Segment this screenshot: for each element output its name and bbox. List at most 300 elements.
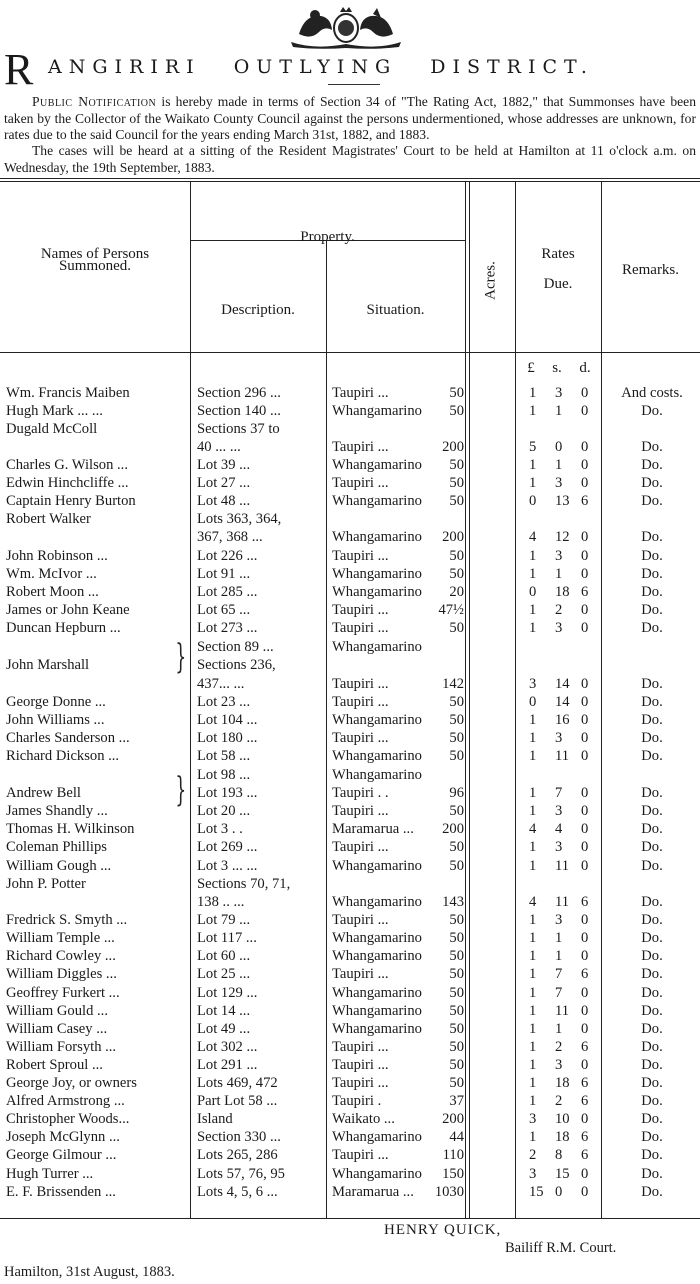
header-situation: Situation.: [366, 302, 425, 318]
rates-pounds: 5: [529, 439, 537, 455]
rates-pounds: 1: [529, 930, 537, 946]
rates-shillings: 7: [555, 966, 563, 982]
property-description: Lot 193 ...: [197, 785, 258, 801]
property-situation: Taupiri .: [332, 1093, 382, 1109]
remarks-value: Do.: [641, 803, 663, 819]
property-situation: Whangamarino: [332, 1166, 422, 1182]
rates-shillings: 3: [555, 803, 563, 819]
signature-name: HENRY QUICK,: [384, 1222, 502, 1238]
person-name: William Forsyth ...: [6, 1039, 117, 1055]
rates-shillings: 3: [555, 385, 563, 401]
property-situation: Whangamarino: [332, 894, 422, 910]
person-name: Alfred Armstrong ...: [6, 1093, 125, 1109]
table-row: [0, 638, 700, 656]
remarks-value: Do.: [641, 948, 663, 964]
acres-value: 1030: [434, 1184, 464, 1200]
acres-value: 50: [449, 803, 464, 819]
property-description: Lots 57, 76, 95: [197, 1166, 285, 1182]
acres-value: 50: [449, 385, 464, 401]
remarks-value: Do.: [641, 1129, 663, 1145]
remarks-value: Do.: [641, 403, 663, 419]
remarks-value: Do.: [641, 1003, 663, 1019]
remarks-value: Do.: [641, 1184, 663, 1200]
person-name: Hugh Mark ... ...: [6, 403, 103, 419]
table-row: [0, 857, 700, 875]
rates-pence: 0: [581, 475, 589, 491]
remarks-value: Do.: [641, 1147, 663, 1163]
rates-pounds: 0: [529, 584, 537, 600]
property-description: Lot 129 ...: [197, 985, 258, 1001]
rates-pounds: 1: [529, 475, 537, 491]
rates-pence: 6: [581, 894, 589, 910]
rates-pence: 0: [581, 1003, 589, 1019]
rates-pence: 0: [581, 1184, 589, 1200]
rates-pounds: 1: [529, 858, 537, 874]
acres-value: 50: [449, 475, 464, 491]
property-description: Lot 3 ... ...: [197, 858, 258, 874]
rates-pounds: 1: [529, 1003, 537, 1019]
person-name: Robert Moon ...: [6, 584, 99, 600]
table-row: [0, 784, 700, 802]
remarks-value: Do.: [641, 839, 663, 855]
person-name: Andrew Bell: [6, 785, 81, 801]
acres-value: 50: [449, 1039, 464, 1055]
rates-shillings: 1: [555, 930, 563, 946]
property-situation: Whangamarino: [332, 712, 422, 728]
person-name: James Shandly ...: [6, 803, 108, 819]
rates-pence: 0: [581, 529, 589, 545]
rates-pence: 0: [581, 839, 589, 855]
rates-pence: 0: [581, 1057, 589, 1073]
remarks-value: Do.: [641, 1075, 663, 1091]
property-description: Section 330 ...: [197, 1129, 281, 1145]
rates-shillings: 14: [555, 676, 570, 692]
table-row: [0, 802, 700, 820]
table-row: [0, 456, 700, 474]
rates-shillings: 3: [555, 1057, 563, 1073]
remarks-value: Do.: [641, 1166, 663, 1182]
property-description: Lot 98 ...: [197, 767, 251, 783]
property-description: 40 ... ...: [197, 439, 241, 455]
property-description: Lot 285 ...: [197, 584, 258, 600]
rates-shillings: 2: [555, 602, 563, 618]
table-row: [0, 1128, 700, 1146]
property-description: Lots 265, 286: [197, 1147, 278, 1163]
notice-paragraph-1: [4, 94, 696, 144]
rates-pence: 6: [581, 584, 589, 600]
table-top-rule-2: [0, 181, 700, 182]
dateline: Hamilton, 31st August, 1883.: [4, 1264, 175, 1280]
table-row: [0, 766, 700, 784]
table-row: [0, 565, 700, 583]
property-situation: Waikato ...: [332, 1111, 395, 1127]
table-row: [0, 474, 700, 492]
person-name: Hugh Turrer ...: [6, 1166, 94, 1182]
property-description: Lot 302 ...: [197, 1039, 258, 1055]
rates-pence: 0: [581, 694, 589, 710]
table-top-rule: [0, 178, 700, 179]
property-situation: Taupiri ...: [332, 439, 389, 455]
remarks-value: Do.: [641, 493, 663, 509]
acres-value: 50: [449, 1003, 464, 1019]
property-situation: Whangamarino: [332, 584, 422, 600]
person-name: Joseph McGlynn ...: [6, 1129, 120, 1145]
person-name: John Robinson ...: [6, 548, 108, 564]
rates-pence: 0: [581, 385, 589, 401]
rates-pounds: 1: [529, 748, 537, 764]
acres-value: 50: [449, 930, 464, 946]
brace-marshall: }: [175, 637, 187, 677]
remarks-value: Do.: [641, 966, 663, 982]
rates-pence: 0: [581, 730, 589, 746]
property-situation: Taupiri ...: [332, 803, 389, 819]
property-description: 437... ...: [197, 676, 245, 692]
property-situation: Maramarua ...: [332, 1184, 414, 1200]
table-row: [0, 893, 700, 911]
rates-shillings: 15: [555, 1166, 570, 1182]
property-situation: Whangamarino: [332, 1021, 422, 1037]
rates-pence: 0: [581, 912, 589, 928]
rates-shillings: 3: [555, 620, 563, 636]
property-situation: Whangamarino: [332, 1129, 422, 1145]
header-description: Description.: [221, 302, 295, 318]
rates-pence: 0: [581, 821, 589, 837]
rates-shillings: 0: [555, 439, 563, 455]
person-name: James or John Keane: [6, 602, 130, 618]
brace-bell: }: [175, 770, 187, 810]
rates-shillings: 18: [555, 584, 570, 600]
rates-pence: 0: [581, 803, 589, 819]
remarks-value: Do.: [641, 1093, 663, 1109]
rates-shillings: 4: [555, 821, 563, 837]
rates-pence: 0: [581, 1111, 589, 1127]
remarks-value: Do.: [641, 785, 663, 801]
person-name: Wm. McIvor ...: [6, 566, 97, 582]
property-situation: Taupiri ...: [332, 385, 389, 401]
rates-shillings: 3: [555, 839, 563, 855]
rates-pounds: 1: [529, 912, 537, 928]
remarks-value: Do.: [641, 457, 663, 473]
rates-pounds: 4: [529, 894, 537, 910]
property-description: Lot 117 ...: [197, 930, 257, 946]
person-name: William Diggles ...: [6, 966, 117, 982]
person-name: Geoffrey Furkert ...: [6, 985, 120, 1001]
property-situation: Whangamarino: [332, 639, 422, 655]
person-name: Wm. Francis Maiben: [6, 385, 130, 401]
person-name: William Gould ...: [6, 1003, 108, 1019]
rates-shillings: 10: [555, 1111, 570, 1127]
person-name: John Williams ...: [6, 712, 105, 728]
table-row: [0, 984, 700, 1002]
table-row: [0, 510, 700, 528]
remarks-value: Do.: [641, 1021, 663, 1037]
person-name: George Gilmour ...: [6, 1147, 117, 1163]
rates-pence: 0: [581, 858, 589, 874]
rates-pence: 0: [581, 1166, 589, 1182]
remarks-value: Do.: [641, 602, 663, 618]
rates-shillings: 3: [555, 730, 563, 746]
table-row: [0, 1183, 700, 1201]
property-description: Lot 269 ...: [197, 839, 258, 855]
person-name: Charles G. Wilson ...: [6, 457, 128, 473]
property-situation: Taupiri ...: [332, 1057, 389, 1073]
person-name: Richard Cowley ...: [6, 948, 116, 964]
remarks-value: Do.: [641, 439, 663, 455]
rates-pence: 0: [581, 930, 589, 946]
notice-paragraph-2: The cases will be heard at a sitting of the Resident Magistrates' Court to be held at Hamilton at 11 o'clock a.m. on Wednesday, the 19th September, 1883.: [4, 143, 696, 175]
table-row: [0, 947, 700, 965]
acres-value: 50: [449, 493, 464, 509]
property-description: Lot 91 ...: [197, 566, 251, 582]
rates-shillings: 1: [555, 948, 563, 964]
person-name: Robert Walker: [6, 511, 91, 527]
table-row: [0, 675, 700, 693]
rates-pence: 0: [581, 548, 589, 564]
remarks-value: Do.: [641, 985, 663, 1001]
property-description: Island: [197, 1111, 233, 1127]
acres-value: 142: [442, 676, 464, 692]
rates-shillings: 11: [555, 894, 570, 910]
rates-shillings: 3: [555, 548, 563, 564]
person-name: George Joy, or owners: [6, 1075, 137, 1091]
rates-pounds: 1: [529, 566, 537, 582]
remarks-value: Do.: [641, 1039, 663, 1055]
property-description: 367, 368 ...: [197, 529, 263, 545]
remarks-value: Do.: [641, 475, 663, 491]
person-name: Christopher Woods...: [6, 1111, 130, 1127]
rates-pounds: 2: [529, 1147, 537, 1163]
rates-shillings: 1: [555, 566, 563, 582]
table-row: [0, 1002, 700, 1020]
property-situation: Taupiri ...: [332, 839, 389, 855]
person-name: William Gough ...: [6, 858, 112, 874]
remarks-value: Do.: [641, 694, 663, 710]
rates-shillings: 13: [555, 493, 570, 509]
rates-shillings: 11: [555, 748, 570, 764]
rates-pounds: 3: [529, 676, 537, 692]
acres-value: 110: [442, 1147, 464, 1163]
rates-shillings: 0: [555, 1184, 563, 1200]
rates-pence: 0: [581, 439, 589, 455]
table-row: [0, 492, 700, 510]
rates-shillings: 16: [555, 712, 570, 728]
rates-pounds: 1: [529, 602, 537, 618]
table-row: [0, 929, 700, 947]
rates-pounds: 1: [529, 1075, 537, 1091]
rates-pence: 6: [581, 1129, 589, 1145]
table-row: [0, 1092, 700, 1110]
title-rule: [328, 84, 380, 85]
person-name: Thomas H. Wilkinson: [6, 821, 135, 837]
property-description: Sections 70, 71,: [197, 876, 291, 892]
table-row: [0, 583, 700, 601]
rates-shillings: 7: [555, 785, 563, 801]
rates-shillings: 2: [555, 1039, 563, 1055]
table-row: [0, 420, 700, 438]
property-description: Section 89 ...: [197, 639, 274, 655]
table-row: [0, 528, 700, 546]
rates-shillings: 2: [555, 1093, 563, 1109]
remarks-value: Do.: [641, 748, 663, 764]
table-row: [0, 838, 700, 856]
rates-pence: 0: [581, 602, 589, 618]
property-description: Section 296 ...: [197, 385, 281, 401]
table-row: [0, 1165, 700, 1183]
table-row: [0, 747, 700, 765]
property-description: Lot 60 ...: [197, 948, 251, 964]
rates-pounds: 1: [529, 730, 537, 746]
header-acres: Acres.: [482, 261, 499, 300]
property-description: Lot 104 ...: [197, 712, 258, 728]
rates-shillings: 1: [555, 1021, 563, 1037]
acres-value: 37: [449, 1093, 464, 1109]
rates-pounds: 3: [529, 1111, 537, 1127]
property-description: Sections 37 to: [197, 421, 280, 437]
acres-value: 50: [449, 1075, 464, 1091]
table-row: [0, 1020, 700, 1038]
rates-pence: 0: [581, 566, 589, 582]
acres-value: 50: [449, 712, 464, 728]
rates-pounds: 1: [529, 839, 537, 855]
table-row: [0, 1110, 700, 1128]
remarks-value: Do.: [641, 858, 663, 874]
remarks-value: Do.: [641, 584, 663, 600]
acres-value: 50: [449, 839, 464, 855]
acres-value: 50: [449, 912, 464, 928]
acres-value: 50: [449, 985, 464, 1001]
public-notification-lead: Public Notification: [32, 94, 157, 109]
rates-pounds: 1: [529, 385, 537, 401]
rates-shillings: 12: [555, 529, 570, 545]
acres-value: 200: [442, 1111, 464, 1127]
rates-pounds: 1: [529, 803, 537, 819]
title-dropcap: R: [4, 45, 34, 94]
property-description: Lot 23 ...: [197, 694, 251, 710]
table-row: [0, 656, 700, 674]
rates-pence: 0: [581, 712, 589, 728]
rates-pounds: 0: [529, 493, 537, 509]
rates-shillings: 7: [555, 985, 563, 1001]
rates-shillings: 8: [555, 1147, 563, 1163]
header-pence: d.: [579, 360, 591, 376]
table-row: [0, 1146, 700, 1164]
person-name: Dugald McColl: [6, 421, 98, 437]
table-bottom-rule: [0, 1218, 700, 1219]
rates-pence: 0: [581, 785, 589, 801]
person-name: John Marshall: [6, 657, 90, 673]
remarks-value: Do.: [641, 1057, 663, 1073]
table-row: [0, 875, 700, 893]
property-situation: Taupiri ...: [332, 620, 389, 636]
header-pound: £: [527, 360, 535, 376]
property-situation: Taupiri ...: [332, 1075, 389, 1091]
header-names: Names of Persons: [40, 246, 150, 262]
property-situation: Taupiri ...: [332, 676, 389, 692]
remarks-value: Do.: [641, 712, 663, 728]
rates-pence: 6: [581, 1039, 589, 1055]
rates-pence: 0: [581, 948, 589, 964]
property-description: Lot 79 ...: [197, 912, 251, 928]
rates-shillings: 11: [555, 858, 570, 874]
property-description: Lot 291 ...: [197, 1057, 258, 1073]
remarks-value: Do.: [641, 529, 663, 545]
property-description: Lot 39 ...: [197, 457, 251, 473]
table-row: [0, 1074, 700, 1092]
rates-pence: 6: [581, 1093, 589, 1109]
person-name: Charles Sanderson ...: [6, 730, 130, 746]
notice-paragraph-1-text: is hereby made in terms of Section 34 of "The Rating Act, 1882," that Summonses have been taken by the Collector of the Waikato County Council against the persons undermentioned, whose addresses are unknown, for rates due to the said Council for the years ending March 31st, 1882, and 1883.: [4, 94, 697, 142]
property-situation: Taupiri ...: [332, 694, 389, 710]
acres-value: 50: [449, 730, 464, 746]
rates-pence: 6: [581, 966, 589, 982]
signature-title: Bailiff R.M. Court.: [505, 1240, 617, 1256]
property-situation: Whangamarino: [332, 985, 422, 1001]
person-name: E. F. Brissenden ...: [6, 1184, 116, 1200]
property-situation: Taupiri ...: [332, 966, 389, 982]
property-description: Lot 14 ...: [197, 1003, 251, 1019]
property-situation: Taupiri ...: [332, 730, 389, 746]
remarks-value: Do.: [641, 676, 663, 692]
person-name: Fredrick S. Smyth ...: [6, 912, 128, 928]
rates-pounds: 1: [529, 620, 537, 636]
rates-shillings: 3: [555, 475, 563, 491]
header-summoned: Summoned.: [58, 258, 132, 274]
acres-value: 50: [449, 1021, 464, 1037]
remarks-value: Do.: [641, 620, 663, 636]
acres-value: 200: [442, 439, 464, 455]
table-row: [0, 820, 700, 838]
property-description: Lot 180 ...: [197, 730, 258, 746]
person-name: Robert Sproul ...: [6, 1057, 103, 1073]
property-description: Part Lot 58 ...: [197, 1093, 278, 1109]
acres-value: 50: [449, 748, 464, 764]
rates-shillings: 18: [555, 1075, 570, 1091]
rates-pounds: 1: [529, 1021, 537, 1037]
rates-pounds: 1: [529, 948, 537, 964]
property-description: Lot 20 ...: [197, 803, 251, 819]
property-situation: Whangamarino: [332, 858, 422, 874]
rates-pounds: 1: [529, 1039, 537, 1055]
table-row: [0, 711, 700, 729]
property-description: Lots 4, 5, 6 ...: [197, 1184, 278, 1200]
table-row: [0, 619, 700, 637]
table-row: [0, 911, 700, 929]
rates-shillings: 18: [555, 1129, 570, 1145]
header-bottom-rule: [0, 352, 700, 353]
rates-pence: 6: [581, 493, 589, 509]
acres-value: 20: [449, 584, 464, 600]
person-name: John P. Potter: [6, 876, 86, 892]
person-name: Coleman Phillips: [6, 839, 107, 855]
rates-pence: 0: [581, 676, 589, 692]
rates-pounds: 1: [529, 712, 537, 728]
acres-value: 50: [449, 948, 464, 964]
royal-coat-of-arms-icon: [285, 4, 407, 50]
property-situation: Taupiri ...: [332, 1147, 389, 1163]
rates-pounds: 0: [529, 694, 537, 710]
rates-pence: 0: [581, 403, 589, 419]
acres-value: 150: [442, 1166, 464, 1182]
remarks-value: Do.: [641, 930, 663, 946]
remarks-value: Do.: [641, 1111, 663, 1127]
acres-value: 200: [442, 821, 464, 837]
remarks-value: Do.: [641, 821, 663, 837]
property-description: Lot 58 ...: [197, 748, 251, 764]
acres-value: 50: [449, 694, 464, 710]
rates-pounds: 4: [529, 821, 537, 837]
property-description: Lot 49 ...: [197, 1021, 251, 1037]
rates-pence: 0: [581, 985, 589, 1001]
